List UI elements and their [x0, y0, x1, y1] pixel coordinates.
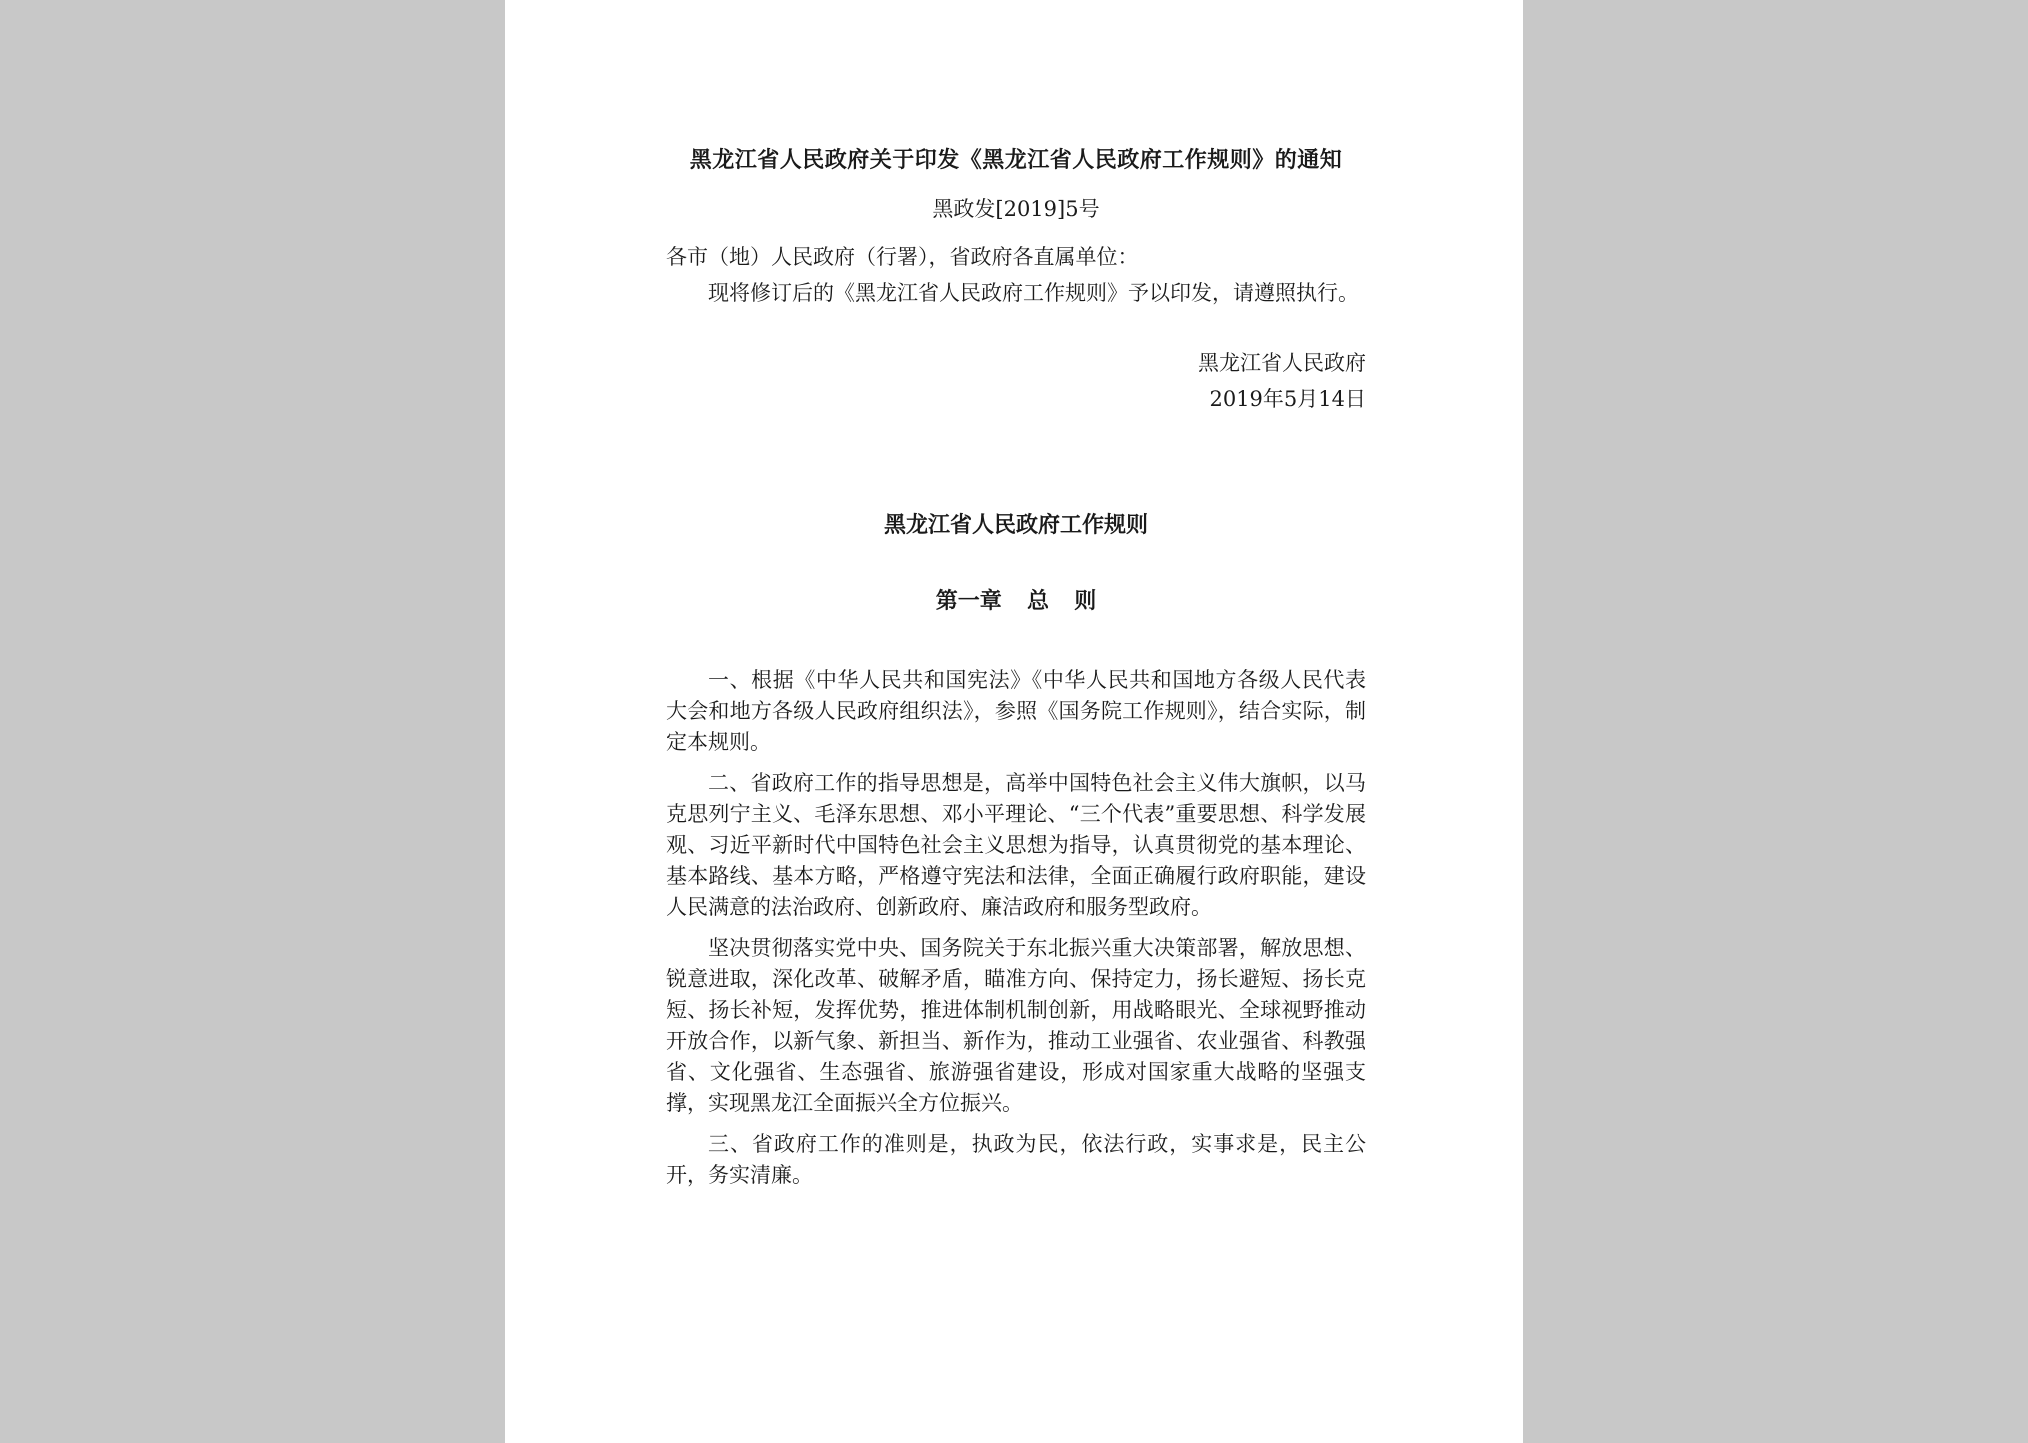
- document-page: [505, 0, 1523, 1443]
- chapter-title: 第一章 总 则: [935, 588, 1097, 614]
- rules-title: 黑龙江省人民政府工作规则: [883, 512, 1148, 538]
- rules-body: [666, 665, 1366, 1191]
- document-number: 黑政发[2019]5号: [932, 197, 1100, 221]
- body-paragraph: 二、省政府工作的指导思想是，高举中国特色社会主义伟大旗帜，以马克思列宁主义、毛泽东思想、邓小平理论、“三个代表”重要思想、科学发展观、习近平新时代中国特色社会主义思想为指导，认真贯彻党的基本理论、基本路线、基本方略，严格遵守宪法和法律，全面正确履行政府职能，建设人民满意的法治政府、创新政府、廉洁政府和服务型政府。: [666, 771, 1366, 919]
- body-paragraph: 坚决贯彻落实党中央、国务院关于东北振兴重大决策部署，解放思想、锐意进取，深化改革、破解矛盾，瞄准方向、保持定力，扬长避短、扬长克短、扬长补短，发挥优势，推进体制机制创新，用战略眼光、全球视野推动开放合作，以新气象、新担当、新作为，推动工业强省、农业强省、科教强省、文化强省、生态强省、旅游强省建设，形成对国家重大战略的坚强支撑，实现黑龙江全面振兴全方位振兴。: [666, 936, 1366, 1115]
- salutation: 各市（地）人民政府（行署），省政府各直属单位：: [666, 245, 1139, 269]
- page-content: [666, 140, 1366, 1191]
- issue-date: 2019年5月14日: [1209, 387, 1366, 411]
- body-paragraph: 一、根据《中华人民共和国宪法》《中华人民共和国地方各级人民代表大会和地方各级人民政府组织法》，参照《国务院工作规则》，结合实际，制定本规则。: [666, 668, 1366, 754]
- issuer: 黑龙江省人民政府: [1198, 351, 1366, 375]
- notice-body: 现将修订后的《黑龙江省人民政府工作规则》予以印发，请遵照执行。: [708, 281, 1359, 305]
- notice-title: 黑龙江省人民政府关于印发《黑龙江省人民政府工作规则》的通知: [689, 147, 1343, 173]
- signature-block: [666, 345, 1366, 417]
- body-paragraph: 三、省政府工作的准则是，执政为民，依法行政，实事求是，民主公开，务实清廉。: [666, 1132, 1366, 1187]
